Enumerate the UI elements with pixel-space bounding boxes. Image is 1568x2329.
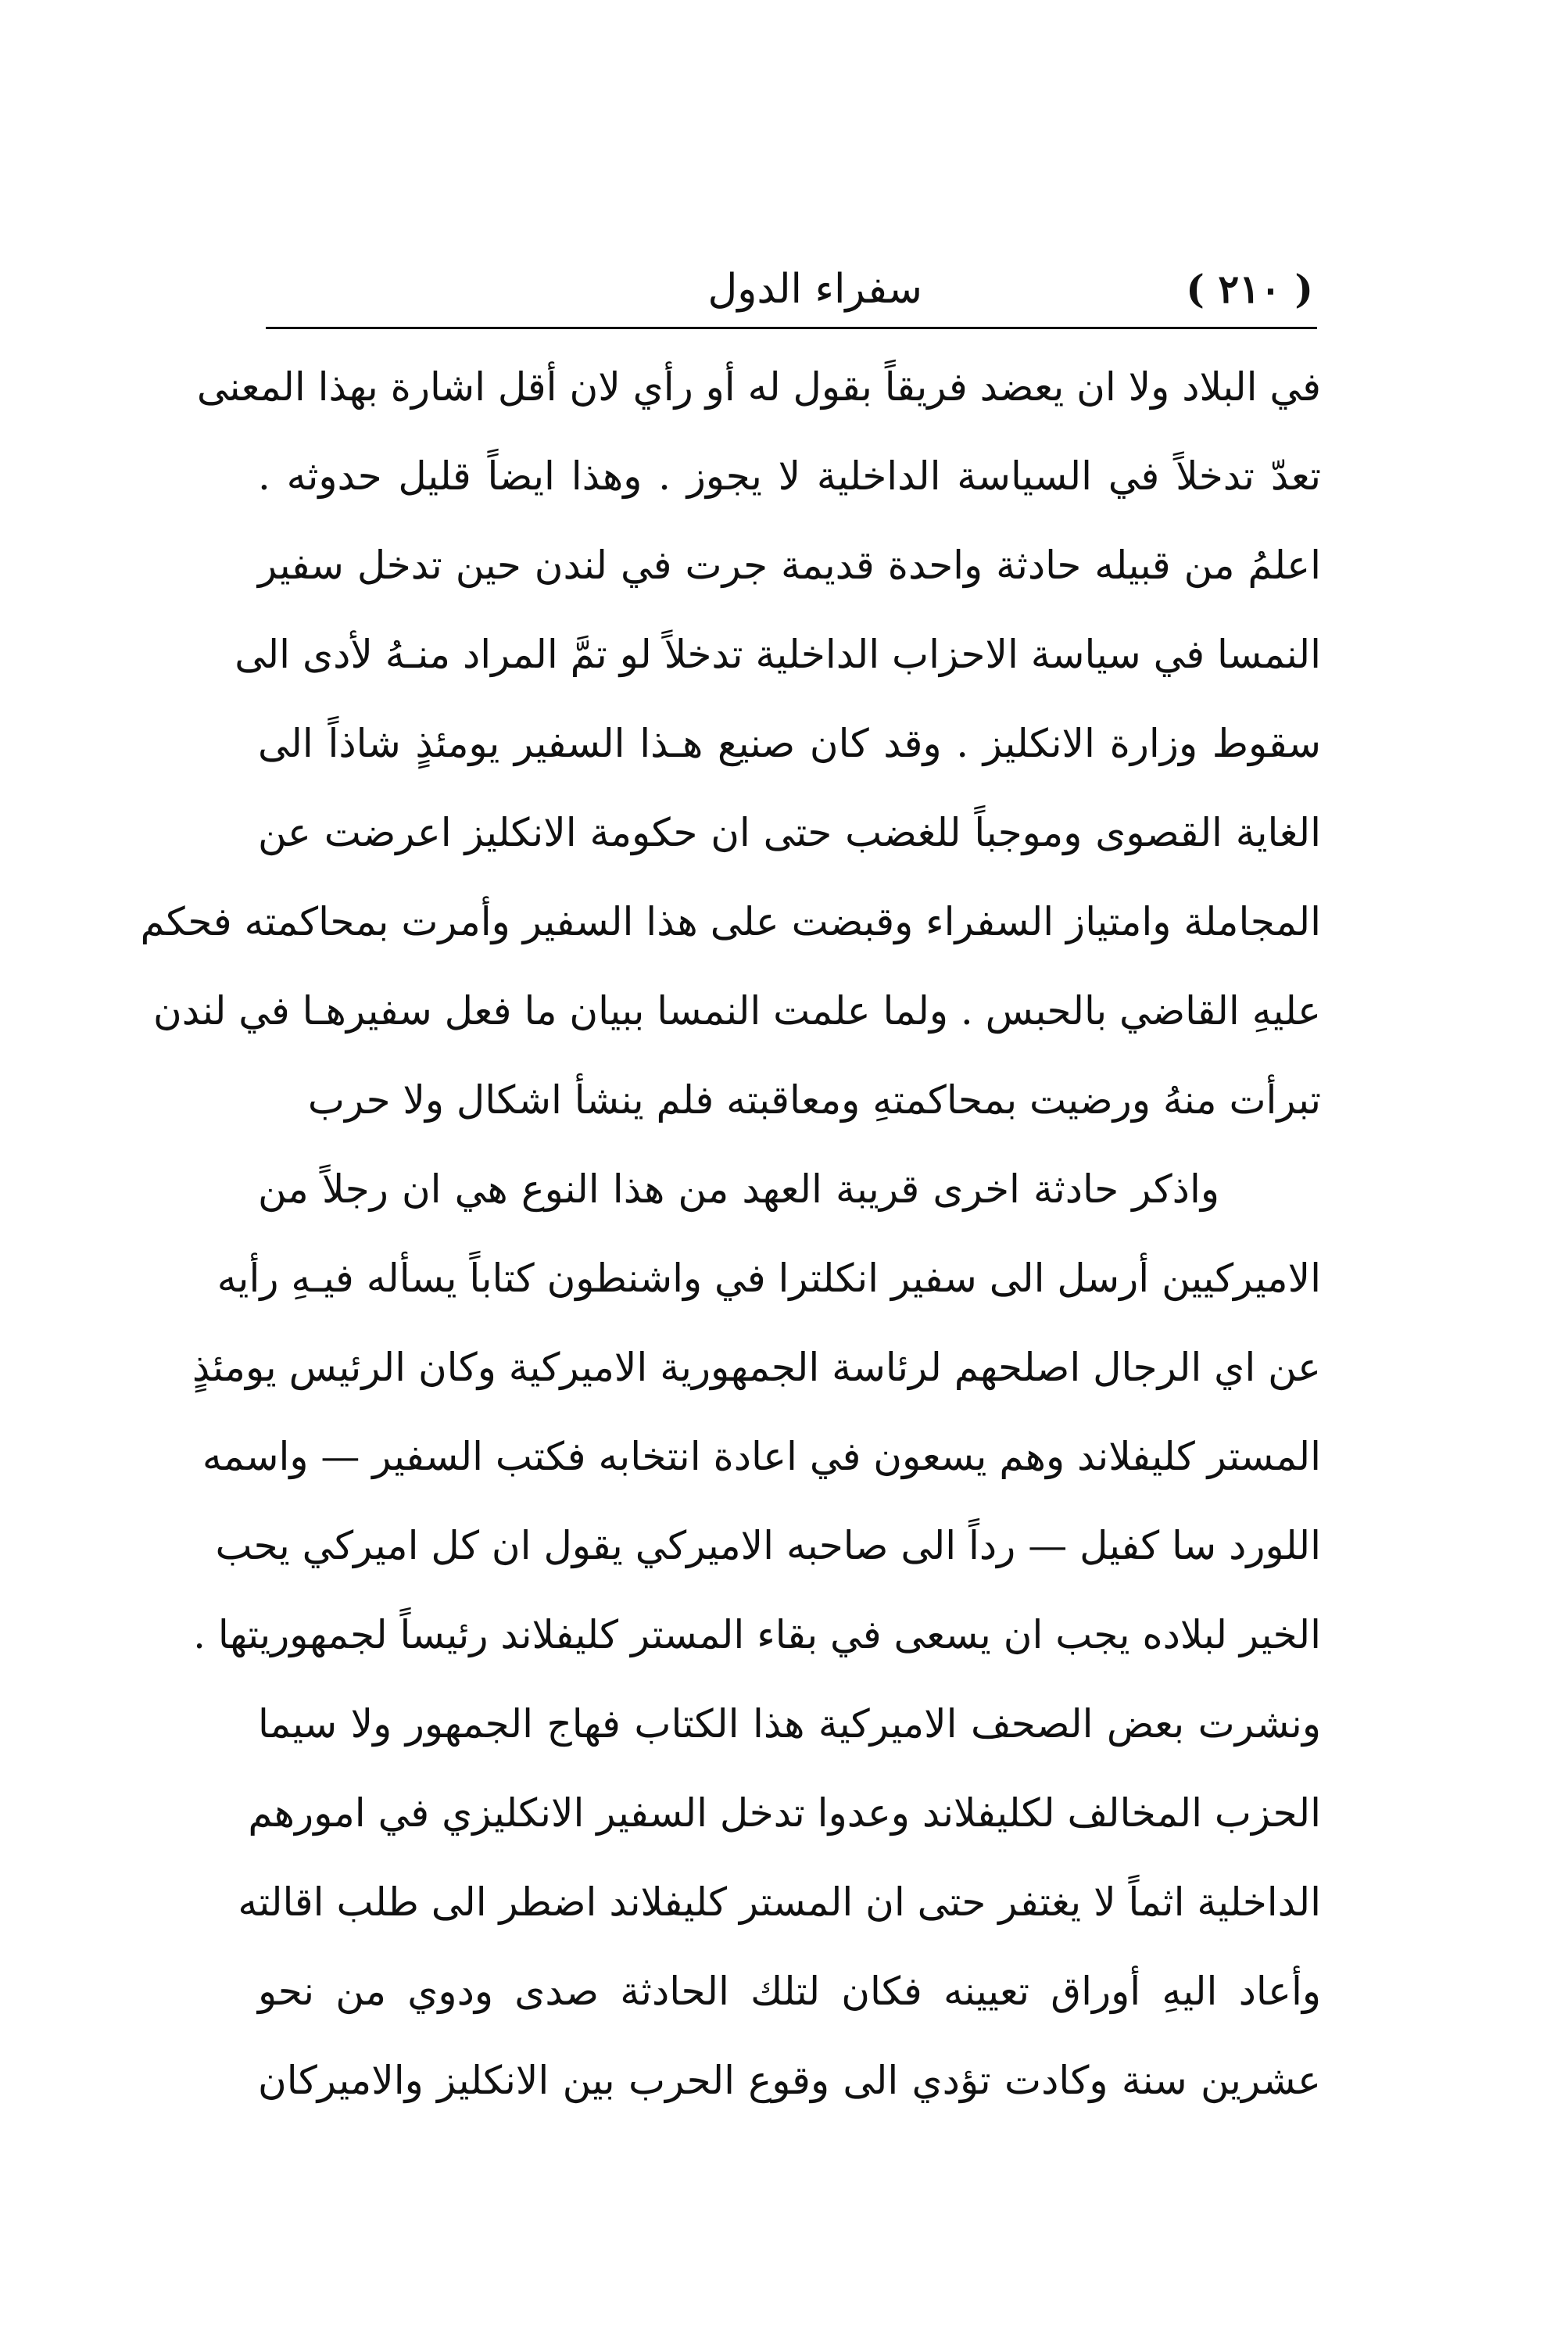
text-line: المستر كليفلاند وهم يسعون في اعادة انتخابه فكتب السفير — واسمه xyxy=(202,1434,1321,1479)
text-line: عن اي الرجال اصلحهم لرئاسة الجمهورية الاميركية وكان الرئيس يومئذٍ xyxy=(192,1345,1321,1390)
body-text xyxy=(140,342,1321,2125)
text-line: سقوط وزارة الانكليز . وقد كان صنيع هـذا السفير يومئذٍ شاذاً الى xyxy=(258,721,1321,766)
text-line: المجاملة وامتياز السفراء وقبضت على هذا السفير وأمرت بمحاكمته فحكم xyxy=(140,899,1321,944)
header-rule xyxy=(266,327,1317,329)
text-line: عشرين سنة وكادت تؤدي الى وقوع الحرب بين الانكليز والاميركان xyxy=(258,2058,1321,2103)
text-line: واذكر حادثة اخرى قريبة العهد من هذا النوع هي ان رجلاً من xyxy=(258,1166,1219,1212)
text-line: في البلاد ولا ان يعضد فريقاً بقول له أو رأي لان أقل اشارة بهذا المعنى xyxy=(196,364,1321,410)
text-line: الحزب المخالف لكليفلاند وعدوا تدخل السفير الانكليزي في امورهم xyxy=(248,1790,1321,1836)
running-title: سفراء الدول xyxy=(707,266,922,313)
text-line: الاميركيين أرسل الى سفير انكلترا في واشنطون كتاباً يسأله فيـهِ رأيه xyxy=(217,1256,1321,1301)
text-line: وأعاد اليهِ أوراق تعيينه فكان لتلك الحادثة صدى ودوي من نحو xyxy=(258,1969,1321,2014)
page-number: ( ٢١٠ ) xyxy=(1186,266,1313,312)
text-line: الغاية القصوى وموجباً للغضب حتى ان حكومة الانكليز اعرضت عن xyxy=(258,810,1321,855)
text-line: الداخلية اثماً لا يغتفر حتى ان المستر كليفلاند اضطر الى طلب اقالته xyxy=(238,1879,1321,1925)
text-line: الخير لبلاده يجب ان يسعى في بقاء المستر كليفلاند رئيساً لجمهوريتها . xyxy=(193,1612,1321,1657)
text-line: تبرأت منهُ ورضيت بمحاكمتهِ ومعاقبته فلم ينشأ اشكال ولا حرب xyxy=(307,1077,1321,1123)
text-line: ونشرت بعض الصحف الاميركية هذا الكتاب فهاج الجمهور ولا سيما xyxy=(258,1701,1321,1747)
text-line: عليهِ القاضي بالحبس . ولما علمت النمسا ببيان ما فعل سفيرهـا في لندن xyxy=(153,988,1321,1034)
text-line: اللورد سا كفيل — رداً الى صاحبه الاميركي يقول ان كل اميركي يحب xyxy=(215,1523,1321,1568)
text-line: تعدّ تدخلاً في السياسة الداخلية لا يجوز . وهذا ايضاً قليل حدوثه . xyxy=(258,453,1321,499)
text-line: النمسا في سياسة الاحزاب الداخلية تدخلاً لو تمَّ المراد منـهُ لأدى الى xyxy=(234,632,1321,677)
page-header xyxy=(266,262,1313,317)
text-line: اعلمُ من قبيله حادثة واحدة قديمة جرت في لندن حين تدخل سفير xyxy=(258,543,1321,588)
